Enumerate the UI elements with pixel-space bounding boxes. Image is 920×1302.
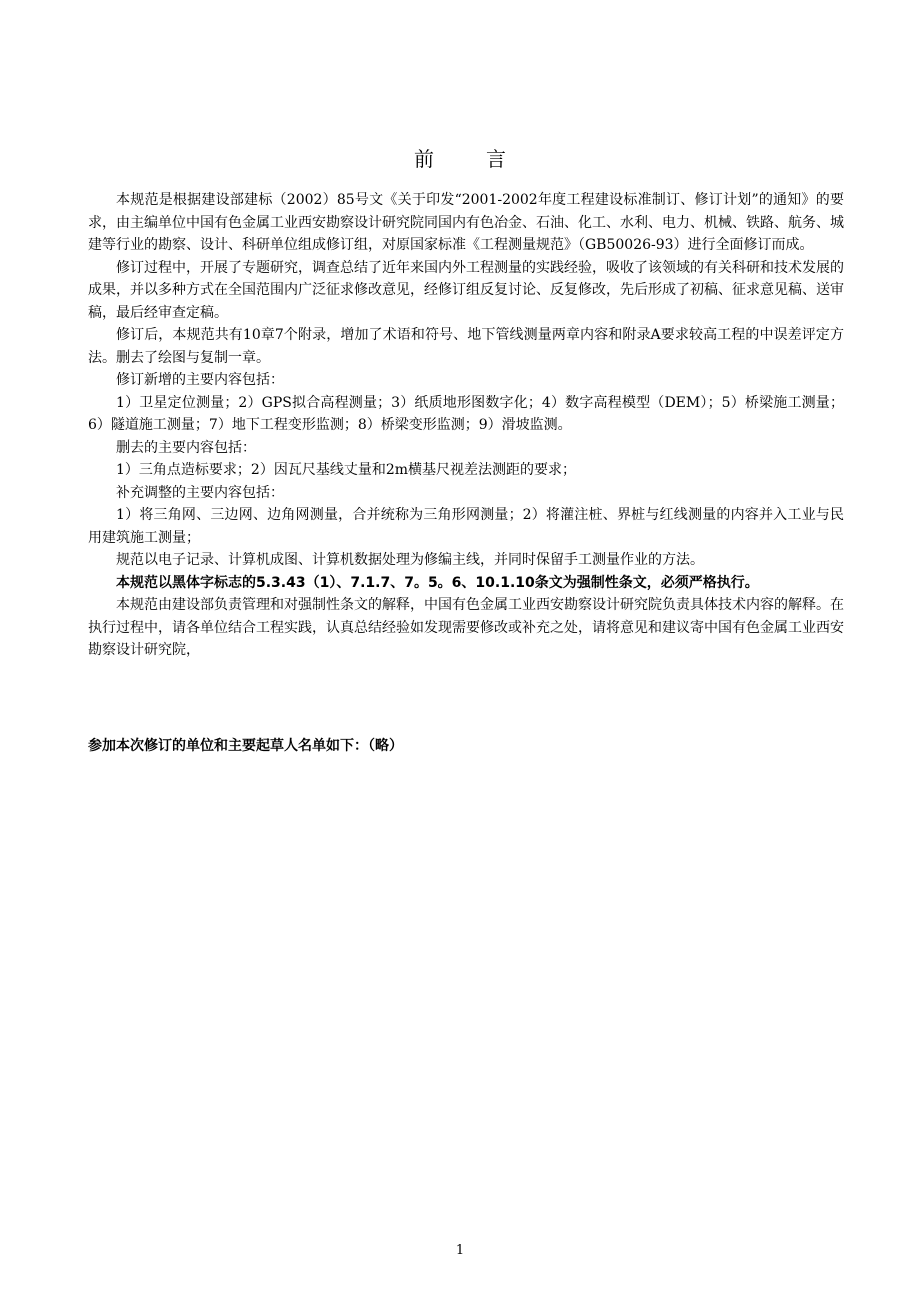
page-title: 前 言 <box>414 147 522 171</box>
participants-note: 参加本次修订的单位和主要起草人名单如下：（略） <box>88 738 403 754</box>
paragraph-removed-heading: 删去的主要内容包括： <box>116 439 256 456</box>
paragraph-added-heading: 修订新增的主要内容包括： <box>116 372 284 388</box>
preface-body <box>88 189 844 662</box>
paragraph-adjusted-heading: 补充调整的主要内容包括： <box>116 484 284 501</box>
paragraph-revision-result: 修订后，本规范共有10章7个附录，增加了术语和符号、地下管线测量两章内容和附录A要求较高工程的中误差评定方法。删去了绘图与复制一章。 <box>88 327 844 366</box>
paragraph-management: 本规范由建设部负责管理和对强制性条文的解释，中国有色金属工业西安勘察设计研究院负责具体技术内容的解释。在执行过程中，请各单位结合工程实践，认真总结经验如发现需要修改或补充之处，请将意见和建议寄中国有色金属工业西安勘察设计研究院， <box>88 597 844 658</box>
paragraph-main-line: 规范以电子记录、计算机成图、计算机数据处理为修编主线，并同时保留手工测量作业的方法。 <box>116 552 704 568</box>
paragraph-mandatory-clauses: 本规范以黑体字标志的5.3.43（1）、7.1.7、7。5。6、10.1.10条文为强制性条文，必须严格执行。 <box>116 574 759 591</box>
paragraph-adjusted-list: 1）将三角网、三边网、边角网测量，合并统称为三角形网测量；2）将灌注桩、界桩与红线测量的内容并入工业与民用建筑施工测量； <box>88 507 844 546</box>
paragraph-added-list: 1）卫星定位测量；2）GPS拟合高程测量；3）纸质地形图数字化；4）数字高程模型（DEM）；5）桥梁施工测量；6）隧道施工测量；7）地下工程变形监测；8）桥梁变形监测；9）滑坡监测。 <box>88 394 844 433</box>
page-number: 1 <box>455 1243 465 1258</box>
paragraph-removed-list: 1）三角点造标要求；2）因瓦尺基线丈量和2m横基尺视差法测距的要求； <box>116 462 576 478</box>
paragraph-basis: 本规范是根据建设部建标（2002）85号文《关于印发“2001-2002年度工程建设标准制订、修订计划”的通知》的要求，由主编单位中国有色金属工业西安勘察设计研究院同国内有色冶金、石油、化工、水利、电力、机械、铁路、航务、城建等行业的勘察、设计、科研单位组成修订组，对原国家标准《工程测量规范》（GB50026-93）进行全面修订而成。 <box>88 192 844 253</box>
paragraph-revision-process: 修订过程中，开展了专题研究，调查总结了近年来国内外工程测量的实践经验，吸收了该领域的有关科研和技术发展的成果，并以多种方式在全国范围内广泛征求修改意见，经修订组反复讨论、反复修改，先后形成了初稿、征求意见稿、送审稿，最后经审查定稿。 <box>88 259 844 321</box>
